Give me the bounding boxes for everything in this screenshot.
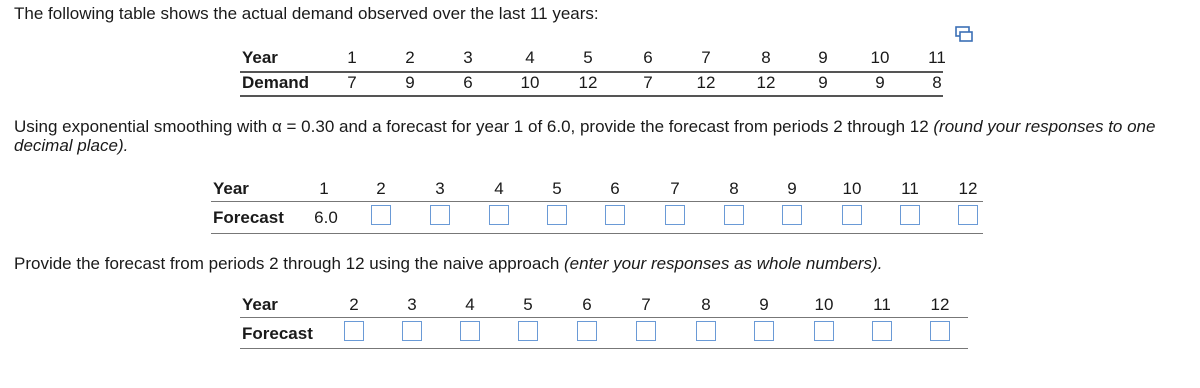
table1-demand-1: 7 (347, 73, 357, 92)
table1-year-11: 11 (928, 48, 946, 67)
table3-year-5: 5 (523, 295, 533, 314)
table3-year-12: 12 (930, 295, 950, 314)
table2-forecast-year1: 6.0 (314, 208, 338, 227)
table1-year-9: 9 (818, 48, 828, 67)
table3-year-2: 2 (349, 295, 359, 314)
table1-year-2: 2 (405, 48, 415, 67)
table3-divider (240, 317, 968, 318)
table1-year-3: 3 (463, 48, 473, 67)
exp-forecast-input-6[interactable] (605, 205, 625, 225)
table3-year-7: 7 (641, 295, 651, 314)
table3-year-6: 6 (582, 295, 592, 314)
table3-year-8: 8 (701, 295, 711, 314)
intro-text: The following table shows the actual demand observed over the last 11 years: (14, 4, 599, 23)
naive-forecast-input-3[interactable] (402, 321, 422, 341)
question1-text (14, 117, 1155, 137)
naive-forecast-input-7[interactable] (636, 321, 656, 341)
exp-forecast-input-7[interactable] (665, 205, 685, 225)
table1-year-label: Year (242, 48, 278, 67)
table1-year-8: 8 (761, 48, 771, 67)
table1-year-4: 4 (525, 48, 535, 67)
table1-year-5: 5 (583, 48, 593, 67)
table1-demand-3: 6 (463, 73, 473, 92)
table2-divider (211, 201, 983, 202)
table2-year-6: 6 (610, 179, 620, 198)
exp-forecast-input-9[interactable] (782, 205, 802, 225)
table1-year-7: 7 (701, 48, 711, 67)
table1-demand-9: 9 (818, 73, 828, 92)
question1-main: Using exponential smoothing with α = 0.30 and a forecast for year 1 of 6.0, provide the forecast from periods 2 through 12 (14, 117, 934, 136)
exp-forecast-input-11[interactable] (900, 205, 920, 225)
exp-forecast-input-2[interactable] (371, 205, 391, 225)
table1-year-10: 10 (870, 48, 890, 67)
naive-forecast-input-11[interactable] (872, 321, 892, 341)
table1-demand-7: 12 (696, 73, 716, 92)
table3-year-label: Year (242, 295, 278, 314)
table2-year-7: 7 (670, 179, 680, 198)
table3-bottom-border (240, 348, 968, 349)
table2-year-9: 9 (787, 179, 797, 198)
table1-year-6: 6 (643, 48, 653, 67)
question1-italic-2: decimal place). (14, 136, 129, 155)
question2-text (14, 254, 882, 274)
question1-italic-1: (round your responses to one (933, 117, 1156, 136)
naive-forecast-input-2[interactable] (344, 321, 364, 341)
table3-year-4: 4 (465, 295, 475, 314)
exp-forecast-input-5[interactable] (547, 205, 567, 225)
question2-main: Provide the forecast from periods 2 through 12 using the naive approach (14, 254, 565, 273)
table1-demand-2: 9 (405, 73, 415, 92)
table1-demand-11: 8 (932, 73, 942, 92)
table3-forecast-label: Forecast (242, 324, 313, 343)
table2-year-4: 4 (494, 179, 504, 198)
table3-year-11: 11 (873, 295, 891, 314)
copy-icon[interactable] (955, 26, 973, 42)
question2-italic: (enter your responses as whole numbers). (564, 254, 883, 273)
naive-forecast-input-9[interactable] (754, 321, 774, 341)
table2-bottom-border (211, 233, 983, 234)
table2-year-3: 3 (435, 179, 445, 198)
table2-year-5: 5 (552, 179, 562, 198)
table1-demand-4: 10 (520, 73, 540, 92)
naive-forecast-input-6[interactable] (577, 321, 597, 341)
naive-forecast-input-4[interactable] (460, 321, 480, 341)
exp-forecast-input-8[interactable] (724, 205, 744, 225)
table1-bottom-border (240, 95, 943, 97)
table2-year-10: 10 (842, 179, 862, 198)
table2-year-12: 12 (958, 179, 978, 198)
naive-forecast-input-12[interactable] (930, 321, 950, 341)
naive-forecast-input-8[interactable] (696, 321, 716, 341)
table1-demand-5: 12 (578, 73, 598, 92)
exp-forecast-input-4[interactable] (489, 205, 509, 225)
table1-demand-label: Demand (242, 73, 310, 92)
table3-year-9: 9 (759, 295, 769, 314)
table1-demand-10: 9 (875, 73, 885, 92)
table2-year-1: 1 (319, 179, 329, 198)
naive-forecast-input-10[interactable] (814, 321, 834, 341)
exp-forecast-input-10[interactable] (842, 205, 862, 225)
exp-forecast-input-3[interactable] (430, 205, 450, 225)
table2-year-11: 11 (901, 179, 919, 198)
exp-forecast-input-12[interactable] (958, 205, 978, 225)
table3-year-3: 3 (407, 295, 417, 314)
table2-year-8: 8 (729, 179, 739, 198)
table1-year-1: 1 (347, 48, 357, 67)
table3-year-10: 10 (814, 295, 834, 314)
table2-forecast-label: Forecast (213, 208, 284, 227)
table2-year-2: 2 (376, 179, 386, 198)
naive-forecast-input-5[interactable] (518, 321, 538, 341)
table1-demand-8: 12 (756, 73, 776, 92)
table1-demand-6: 7 (643, 73, 653, 92)
table2-year-label: Year (213, 179, 249, 198)
